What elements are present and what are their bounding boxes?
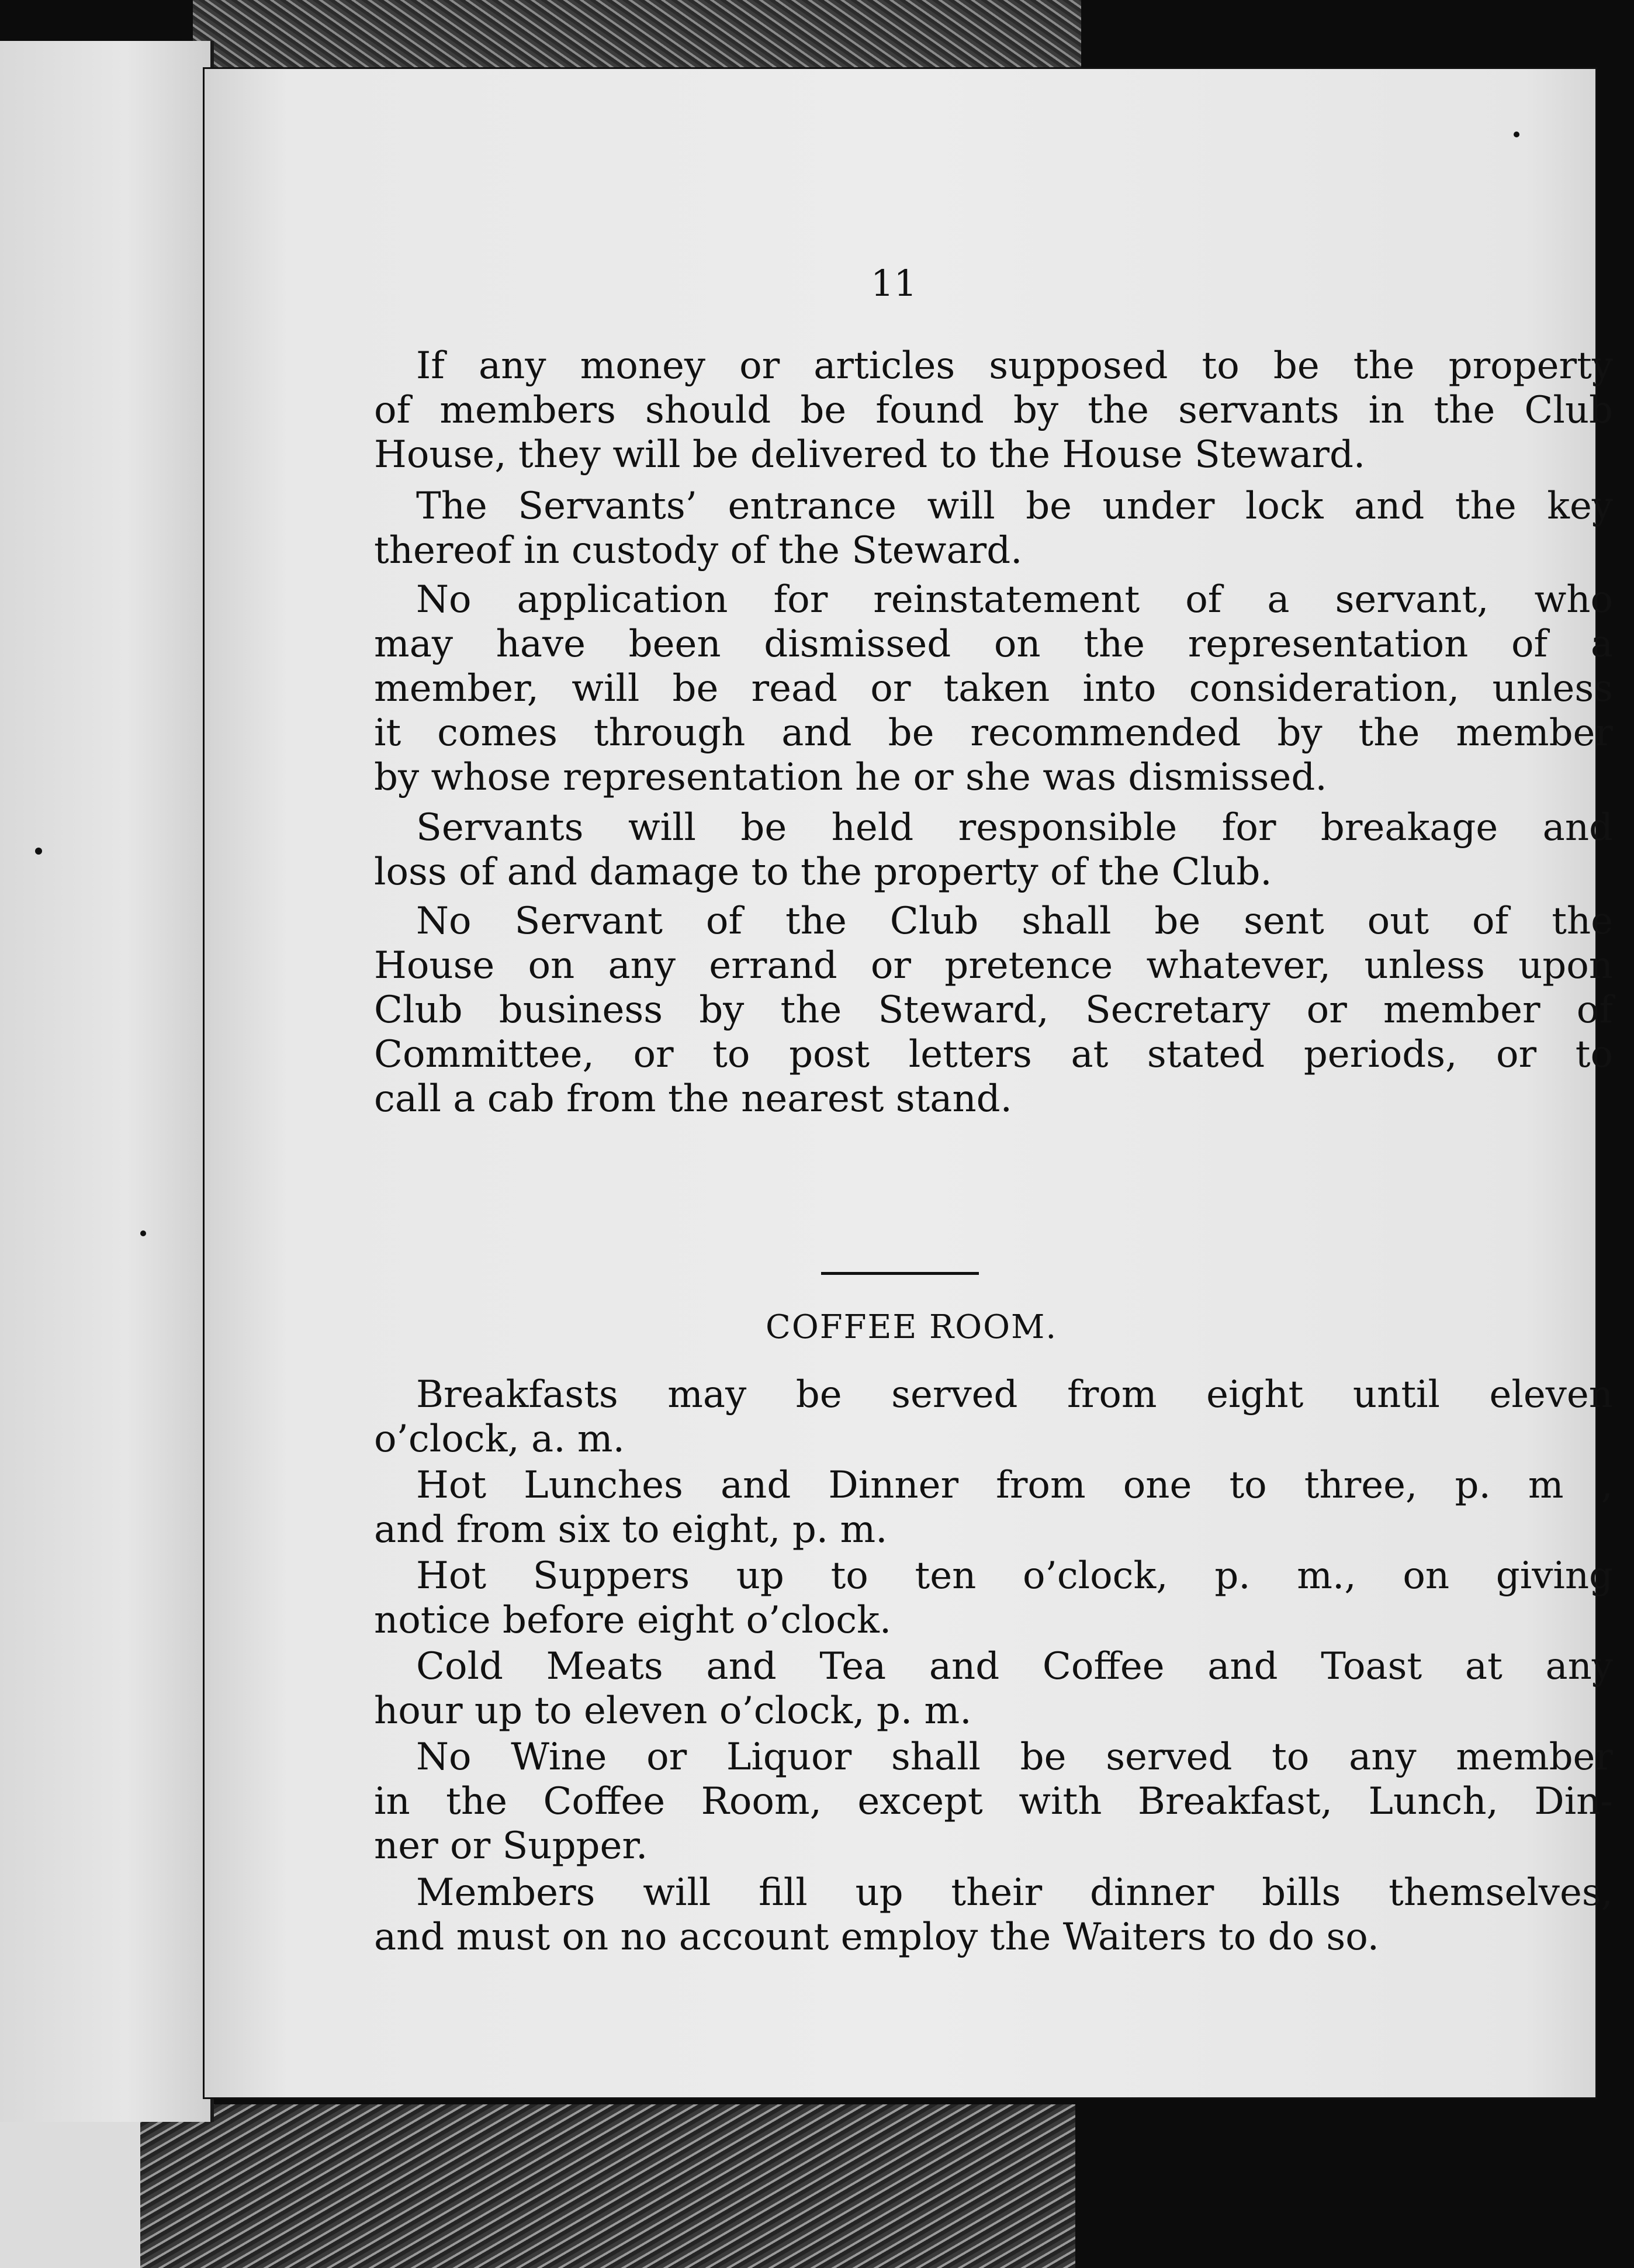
text-line: Committee, or to post letters at stated periods, or to (374, 1033, 1613, 1076)
text-line: loss of and damage to the property of the Club. (374, 850, 1272, 894)
text-line: The Servants’ entrance will be under lock and the key (416, 485, 1613, 528)
engraving-fragment-bottom (140, 2104, 1075, 2268)
text-line: Hot Lunches and Dinner from one to three, p. m , (416, 1464, 1613, 1507)
text-line: Cold Meats and Tea and Coffee and Toast at any (416, 1645, 1613, 1688)
dust-speck (1514, 132, 1519, 137)
page-number: 11 (871, 262, 917, 305)
text-line: No application for reinstatement of a servant, who (416, 578, 1613, 621)
paragraph-suppers (374, 1554, 1613, 1643)
text-line: House, they will be delivered to the House Steward. (374, 433, 1366, 476)
text-line: it comes through and be recommended by the member (374, 711, 1613, 755)
text-line: and from six to eight, p. m. (374, 1508, 888, 1551)
text-line: thereof in custody of the Steward. (374, 529, 1023, 572)
text-line: No Servant of the Club shall be sent out of the (416, 900, 1613, 943)
text-line: Hot Suppers up to ten o’clock, p. m., on giving (416, 1554, 1613, 1598)
paragraph-reinstatement (374, 578, 1613, 800)
text-line: Members will fill up their dinner bills themselves, (416, 1871, 1613, 1914)
paragraph-breakfasts (374, 1372, 1613, 1461)
text-line: and must on no account employ the Waiters to do so. (374, 1916, 1379, 1959)
document-page (205, 69, 1613, 2097)
text-line: in the Coffee Room, except with Breakfast, Lunch, Din- (374, 1780, 1613, 1823)
text-line: notice before eight o’clock. (374, 1599, 892, 1642)
text-line: member, will be read or taken into consideration, unless (374, 667, 1613, 710)
dust-speck (35, 848, 42, 855)
text-line: Club business by the Steward, Secretary or member of (374, 988, 1613, 1032)
section-heading: COFFEE ROOM. (766, 1308, 1058, 1346)
paragraph-breakage (374, 805, 1613, 894)
paragraph-errands (374, 899, 1613, 1121)
text-line: call a cab from the nearest stand. (374, 1077, 1012, 1121)
paragraph-wine-liquor (374, 1735, 1613, 1868)
text-line: ner or Supper. (374, 1824, 648, 1868)
text-line: Servants will be held responsible for breakage and (416, 806, 1613, 849)
paragraph-cold-meats (374, 1644, 1613, 1733)
paragraph-dinner-bills (374, 1871, 1613, 1959)
text-line: may have been dismissed on the representation of a (374, 623, 1613, 666)
text-line: Breakfasts may be served from eight until eleven (416, 1373, 1613, 1416)
paragraph-servants-entrance (374, 484, 1613, 573)
text-line: House on any errand or pretence whatever, unless upon (374, 944, 1613, 987)
text-line: No Wine or Liquor shall be served to any member (416, 1735, 1613, 1779)
facing-page-edge (0, 41, 214, 2122)
text-line: If any money or articles supposed to be the property (416, 344, 1613, 388)
paragraph-found-property (374, 344, 1613, 477)
text-line: by whose representation he or she was dismissed. (374, 756, 1327, 799)
section-divider (821, 1272, 979, 1275)
text-line: of members should be found by the servants in the Club (374, 389, 1613, 432)
text-line: o’clock, a. m. (374, 1418, 625, 1461)
paragraph-lunches (374, 1463, 1613, 1552)
dust-speck (140, 1230, 146, 1236)
text-line: hour up to eleven o’clock, p. m. (374, 1689, 972, 1733)
facing-page-edge-bottom (0, 2122, 140, 2268)
